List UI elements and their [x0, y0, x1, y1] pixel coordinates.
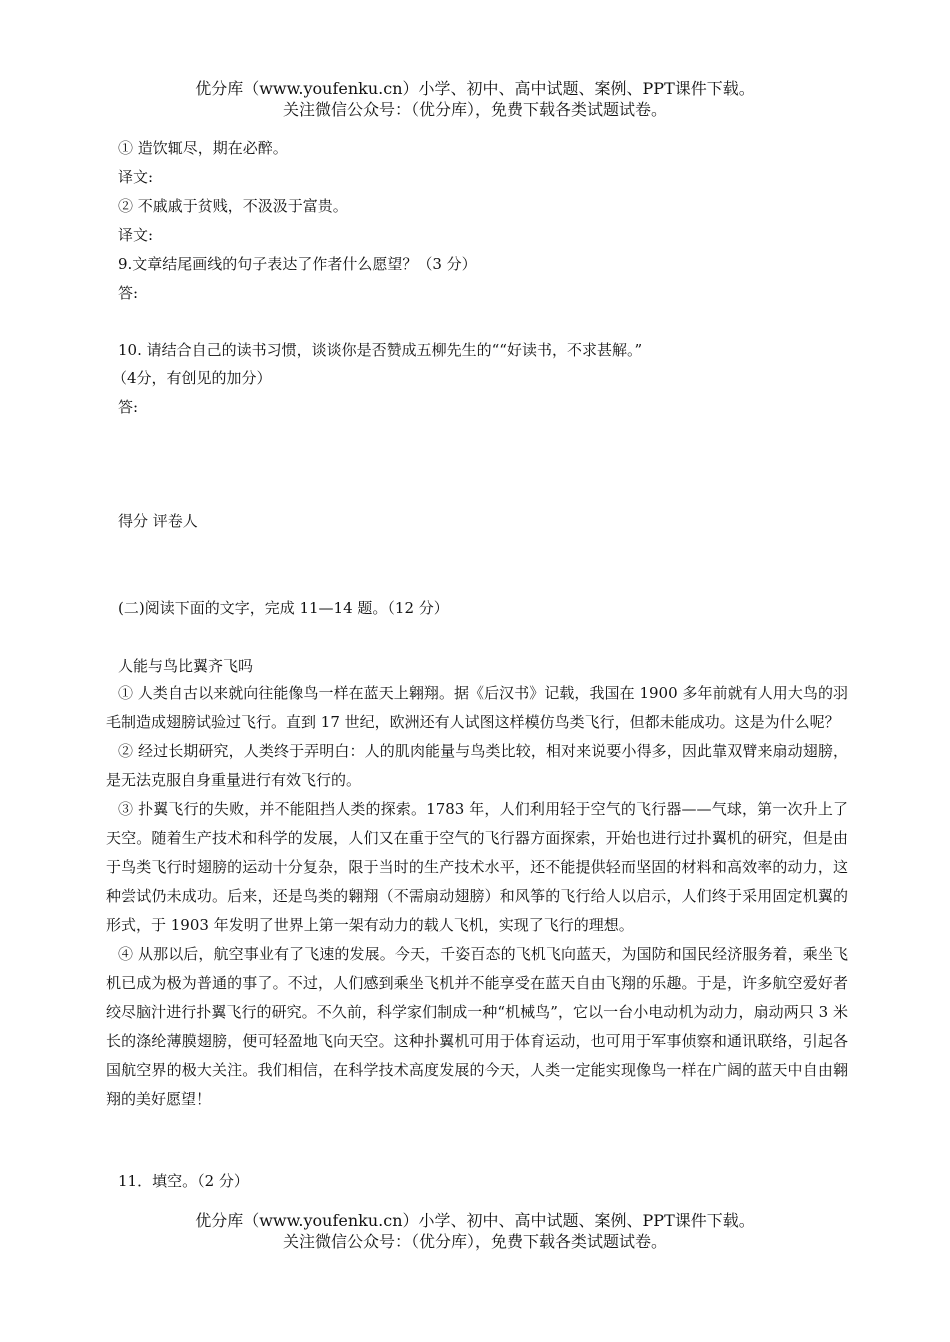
question-10-answer-label: 答: — [118, 398, 139, 416]
question-9: 9.文章结尾画线的句子表达了作者什么愿望？（3 分） — [118, 255, 477, 273]
classical-sentence-1: ① 造饮辄尽，期在必醉。 — [118, 139, 288, 157]
translation-label-1: 译文: — [118, 168, 154, 186]
header-line-1: 优分库（www.youfenku.cn）小学、初中、高中试题、案例、PPT课件下载。 — [195, 79, 755, 98]
article-title: 人能与鸟比翼齐飞吗 — [118, 657, 254, 675]
footer-banner — [0, 1210, 950, 1252]
footer-line-2: 关注微信公众号：（优分库），免费下载各类试题试卷。 — [282, 1232, 667, 1251]
article-body — [106, 679, 848, 1114]
article-paragraph-4: ④ 从那以后，航空事业有了飞速的发展。今天，千姿百态的飞机飞向蓝天，为国防和国民经济服务着，乘坐飞机已成为极为普通的事了。不过，人们感到乘坐飞机并不能享受在蓝天自由飞翔的乐趣。于是，许多航空爱好者绞尽脑汁进行扑翼飞行的研究。不久前，科学家们制成一种“机械鸟”，它以一台小电动机为动力，扇动两只 3 米长的涤纶薄膜翅膀，便可轻盈地飞向天空。这种扑翼机可用于体育运动，也可用于军事侦察和通讯联络，引起各国航空界的极大关注。我们相信，在科学技术高度发展的今天，人类一定能实现像鸟一样在广阔的蓝天中自由翱翔的美好愿望！ — [106, 945, 848, 1108]
question-11: 11．填空。（2 分） — [118, 1172, 249, 1190]
score-box: 得分 评卷人 — [118, 512, 198, 530]
section-2-heading: (二)阅读下面的文字，完成 11—14 题。（12 分） — [118, 599, 449, 617]
article-paragraph-1: ① 人类自古以来就向往能像鸟一样在蓝天上翱翔。据《后汉书》记载，我国在 1900 多年前就有人用大鸟的羽毛制造成翅膀试验过飞行。直到 17 世纪，欧洲还有人试图这样模仿鸟类飞行，但都未能成功。这是为什么呢？ — [106, 684, 848, 731]
question-9-answer-label: 答: — [118, 284, 139, 302]
article-paragraph-3: ③ 扑翼飞行的失败，并不能阻挡人类的探索。1783 年，人们利用轻于空气的飞行器——气球，第一次升上了天空。随着生产技术和科学的发展，人们又在重于空气的飞行器方面探索，开始也进行过扑翼机的研究，但是由于鸟类飞行时翅膀的运动十分复杂，限于当时的生产技术水平，还不能提供轻而坚固的材料和高效率的动力，这种尝试仍未成功。后来，还是鸟类的翱翔（不需扇动翅膀）和风筝的飞行给人以启示，人们终于采用固定机翼的形式，于 1903 年发明了世界上第一架有动力的载人飞机，实现了飞行的理想。 — [106, 800, 848, 934]
footer-line-1: 优分库（www.youfenku.cn）小学、初中、高中试题、案例、PPT课件下载。 — [195, 1211, 755, 1230]
classical-sentence-2: ② 不戚戚于贫贱，不汲汲于富贵。 — [118, 197, 348, 215]
translation-label-2: 译文: — [118, 226, 154, 244]
header-banner — [0, 78, 950, 120]
question-10-note: （4分，有创见的加分） — [112, 369, 272, 387]
question-10: 10. 请结合自己的读书习惯，谈谈你是否赞成五柳先生的““好读书，不求甚解。” — [118, 341, 643, 359]
header-line-2: 关注微信公众号：（优分库），免费下载各类试题试卷。 — [282, 100, 667, 119]
article-paragraph-2: ② 经过长期研究，人类终于弄明白：人的肌肉能量与鸟类比较，相对来说要小得多，因此靠双臂来扇动翅膀，是无法克服自身重量进行有效飞行的。 — [106, 742, 848, 789]
